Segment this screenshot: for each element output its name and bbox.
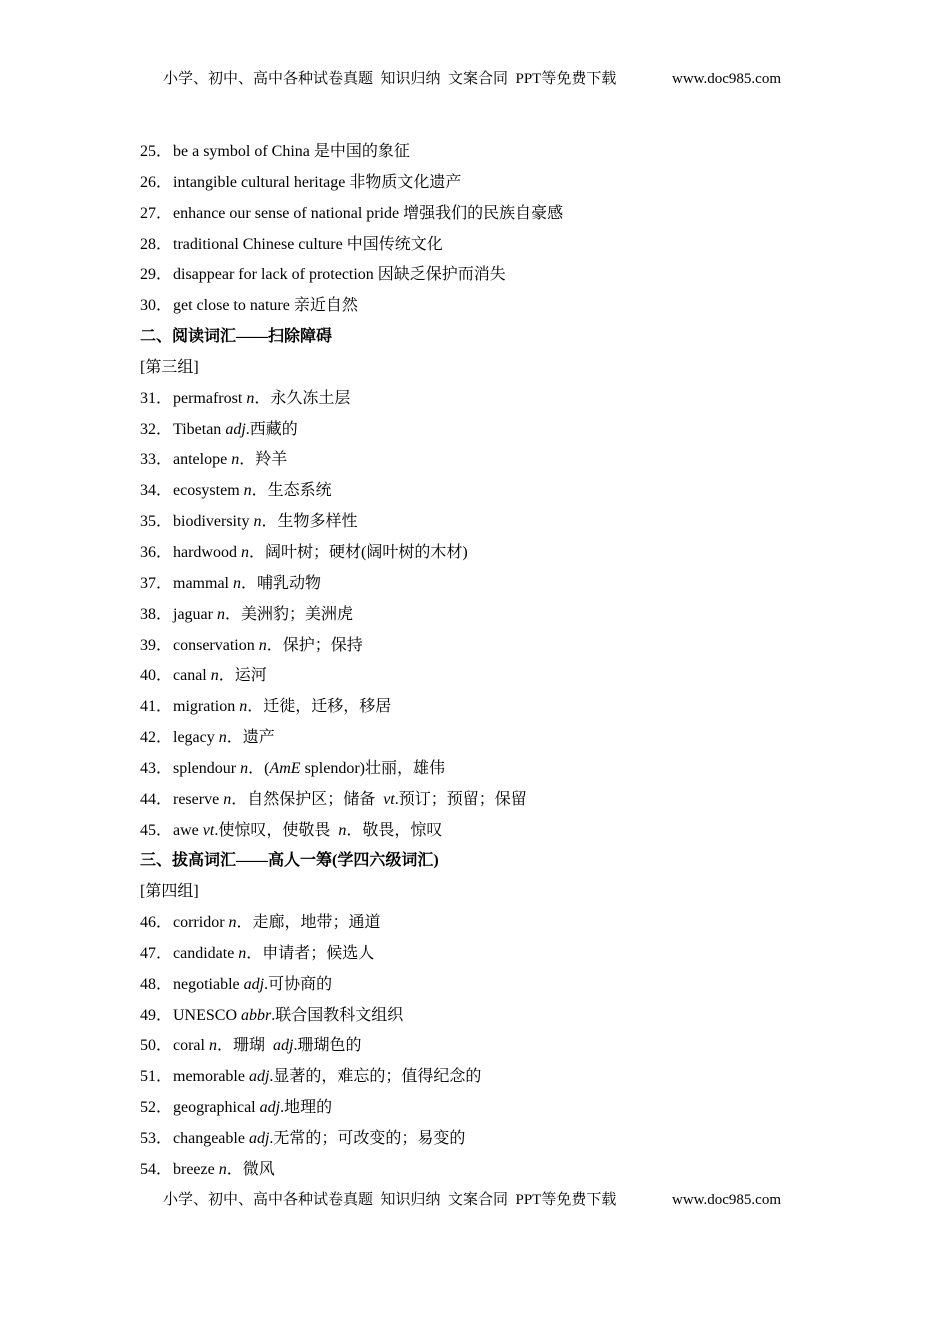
footer-promo-text: 小学、初中、高中各种试卷真题 知识归纳 文案合同 PPT等免费下载 <box>163 1192 617 1208</box>
entry-number: 53． <box>140 1130 173 1147</box>
entry-text: ．( <box>248 759 270 777</box>
entry-text: .使惊叹，使敬畏 <box>214 821 339 839</box>
entry-text: ．运河 <box>218 667 267 685</box>
vocab-entry <box>140 199 860 230</box>
entry-text: ．遗产 <box>226 729 275 747</box>
entry-text: geographical <box>173 1099 260 1117</box>
entry-text: corridor <box>173 914 229 932</box>
vocab-entry <box>140 260 860 291</box>
vocab-entry <box>140 1124 860 1155</box>
part-of-speech: vt <box>383 790 395 808</box>
vocab-entry <box>140 291 860 322</box>
entry-number: 34． <box>140 482 173 500</box>
vocab-entry <box>140 939 860 970</box>
entry-text: memorable <box>173 1068 249 1086</box>
part-of-speech: adj <box>225 420 246 438</box>
entry-text: .地理的 <box>280 1099 333 1117</box>
part-of-speech: n <box>258 636 267 654</box>
entry-text: breeze <box>173 1160 219 1178</box>
part-of-speech: n <box>208 1037 217 1055</box>
entry-number: 28． <box>140 235 173 253</box>
entry-text: intangible cultural heritage 非物质文化遗产 <box>173 173 462 191</box>
part-of-speech: n <box>243 482 252 500</box>
vocab-entry <box>140 384 860 415</box>
entry-text: .显著的，难忘的；值得纪念的 <box>269 1068 482 1086</box>
part-of-speech: AmE <box>269 759 301 777</box>
vocab-entry <box>140 476 860 507</box>
entry-text: .联合国教科文组织 <box>271 1006 404 1024</box>
entry-text: permafrost <box>173 389 247 407</box>
entry-text: hardwood <box>173 543 241 561</box>
entry-number: 42． <box>140 729 173 747</box>
vocab-entry <box>140 970 860 1001</box>
part-of-speech: n <box>223 790 232 808</box>
entry-text: jaguar <box>173 605 217 623</box>
entry-text: ．珊瑚 <box>216 1037 273 1055</box>
entry-number: 50． <box>140 1037 173 1055</box>
vocab-entry <box>140 723 860 754</box>
vocab-entry <box>140 1001 860 1032</box>
entry-number: 49． <box>140 1006 173 1024</box>
entry-number: 44． <box>140 790 173 808</box>
entry-number: 27． <box>140 204 173 222</box>
entry-number: 46． <box>140 914 173 932</box>
entry-text: legacy <box>173 729 219 747</box>
part-of-speech: n <box>253 513 262 531</box>
entry-number: 51． <box>140 1068 173 1086</box>
entry-number: 38． <box>140 605 173 623</box>
vocab-entry <box>140 538 860 569</box>
entry-number: 39． <box>140 636 173 654</box>
entry-number: 47． <box>140 944 173 962</box>
vocab-entry <box>140 908 860 939</box>
entry-number: 33． <box>140 451 173 469</box>
part-of-speech: n <box>238 944 247 962</box>
part-of-speech: n <box>210 667 219 685</box>
section-heading: 二、阅读词汇——扫除障碍 <box>140 328 333 346</box>
part-of-speech: n <box>338 821 347 839</box>
entry-text: ．自然保护区；储备 <box>231 790 384 808</box>
vocab-entry <box>140 600 860 631</box>
entry-text: changeable <box>173 1130 249 1147</box>
part-of-speech: adj <box>248 1068 270 1086</box>
entry-text: .预订；预留；保留 <box>394 790 527 808</box>
entry-text: ．羚羊 <box>239 451 288 469</box>
part-of-speech: n <box>216 605 225 623</box>
entry-number: 37． <box>140 574 173 592</box>
part-of-speech: adj <box>273 1037 294 1055</box>
part-of-speech: adj <box>243 975 265 993</box>
entry-number: 29． <box>140 266 173 284</box>
part-of-speech: adj <box>259 1099 281 1117</box>
entry-number: 41． <box>140 698 173 716</box>
part-of-speech: n <box>232 574 241 592</box>
part-of-speech: n <box>228 914 237 932</box>
part-of-speech: n <box>218 729 227 747</box>
vocab-entry <box>140 415 860 446</box>
group-label: [第四组] <box>140 883 199 901</box>
entry-number: 52． <box>140 1099 173 1117</box>
entry-text: ．哺乳动物 <box>240 574 321 592</box>
footer-website: www.doc985.com <box>672 1192 782 1208</box>
entry-text: migration <box>173 698 240 716</box>
vocab-entry <box>140 1062 860 1093</box>
entry-text: ．生态系统 <box>251 482 332 500</box>
part-of-speech: n <box>240 543 249 561</box>
entry-text: ．敬畏，惊叹 <box>346 821 443 839</box>
entry-text: ．生物多样性 <box>261 513 358 531</box>
entry-text: ．迁徙，迁移，移居 <box>247 698 392 716</box>
entry-number: 31． <box>140 389 173 407</box>
vocab-entry <box>140 569 860 600</box>
vocab-entry <box>140 168 860 199</box>
vocab-entry <box>140 785 860 816</box>
entry-text: ．申请者；候选人 <box>246 944 375 962</box>
part-of-speech: n <box>218 1160 227 1178</box>
entry-text: .西藏的 <box>245 420 298 438</box>
part-of-speech: vt <box>202 821 215 839</box>
entry-number: 48． <box>140 975 173 993</box>
vocab-entry <box>140 1093 860 1124</box>
vocab-entry <box>140 507 860 538</box>
page-footer <box>0 1190 950 1210</box>
header-website: www.doc985.com <box>672 71 782 87</box>
entry-text: splendor)壮丽，雄伟 <box>300 759 445 777</box>
entry-text: canal <box>173 667 211 685</box>
section-heading: 三、拔高词汇——高人一筹(学四六级词汇) <box>140 852 439 870</box>
vocab-entry <box>140 137 860 168</box>
vocab-entry <box>140 1031 860 1062</box>
entry-number: 43． <box>140 759 173 777</box>
entry-number: 26． <box>140 173 173 191</box>
vocab-entry <box>140 661 860 692</box>
entry-number: 30． <box>140 297 173 315</box>
entry-text: get close to nature 亲近自然 <box>173 297 358 315</box>
entry-number: 54． <box>140 1160 173 1178</box>
entry-text: ．走廊，地带；通道 <box>236 914 381 932</box>
entry-text: .无常的；可改变的；易变的 <box>269 1130 466 1147</box>
group-label: [第三组] <box>140 358 199 376</box>
entry-text: .可协商的 <box>264 975 333 993</box>
entry-number: 45． <box>140 821 173 839</box>
entry-text: conservation <box>173 636 259 654</box>
entry-text: antelope <box>173 451 232 469</box>
entry-text: mammal <box>173 574 233 592</box>
page-header <box>0 69 950 89</box>
vocab-entry <box>140 816 860 847</box>
entry-text: ecosystem <box>173 482 244 500</box>
part-of-speech: adj <box>248 1130 270 1147</box>
entry-text: negotiable <box>173 975 244 993</box>
entry-text: Tibetan <box>173 420 226 438</box>
entry-text: ．阔叶树；硬材(阔叶树的木材) <box>248 543 468 561</box>
entry-text: traditional Chinese culture 中国传统文化 <box>173 235 443 253</box>
entry-number: 40． <box>140 667 173 685</box>
vocab-entry <box>140 692 860 723</box>
entry-text: ．微风 <box>226 1160 275 1178</box>
entry-text: ．美洲豹；美洲虎 <box>224 605 353 623</box>
entry-text: disappear for lack of protection 因缺乏保护而消失 <box>173 266 506 284</box>
vocab-entry <box>140 230 860 261</box>
entry-number: 32． <box>140 420 173 438</box>
entry-text: ．永久冻土层 <box>254 389 351 407</box>
part-of-speech: abbr <box>241 1006 272 1024</box>
entry-text: coral <box>173 1037 209 1055</box>
entry-text: be a symbol of China 是中国的象征 <box>173 143 410 160</box>
entry-text: candidate <box>173 944 239 962</box>
vocab-entry <box>140 754 860 785</box>
entry-text: ．保护；保持 <box>266 636 363 654</box>
entry-text: awe <box>173 821 203 839</box>
entry-text: biodiversity <box>173 513 254 531</box>
entry-text: UNESCO <box>173 1006 242 1024</box>
part-of-speech: n <box>231 451 240 469</box>
entry-number: 35． <box>140 513 173 531</box>
vocab-entry <box>140 445 860 476</box>
part-of-speech: n <box>239 698 248 716</box>
part-of-speech: n <box>246 389 255 407</box>
entry-text: splendour <box>173 759 241 777</box>
entry-text: enhance our sense of national pride 增强我们的民族自豪感 <box>173 204 564 222</box>
entry-text: .珊瑚色的 <box>293 1037 362 1055</box>
vocab-entry <box>140 631 860 662</box>
part-of-speech: n <box>240 759 249 777</box>
entry-number: 36． <box>140 543 173 561</box>
vocab-entry <box>140 1155 860 1186</box>
entry-number: 25． <box>140 143 173 160</box>
header-promo-text: 小学、初中、高中各种试卷真题 知识归纳 文案合同 PPT等免费下载 <box>163 71 617 87</box>
entry-text: reserve <box>173 790 224 808</box>
vocabulary-list <box>140 137 860 1186</box>
